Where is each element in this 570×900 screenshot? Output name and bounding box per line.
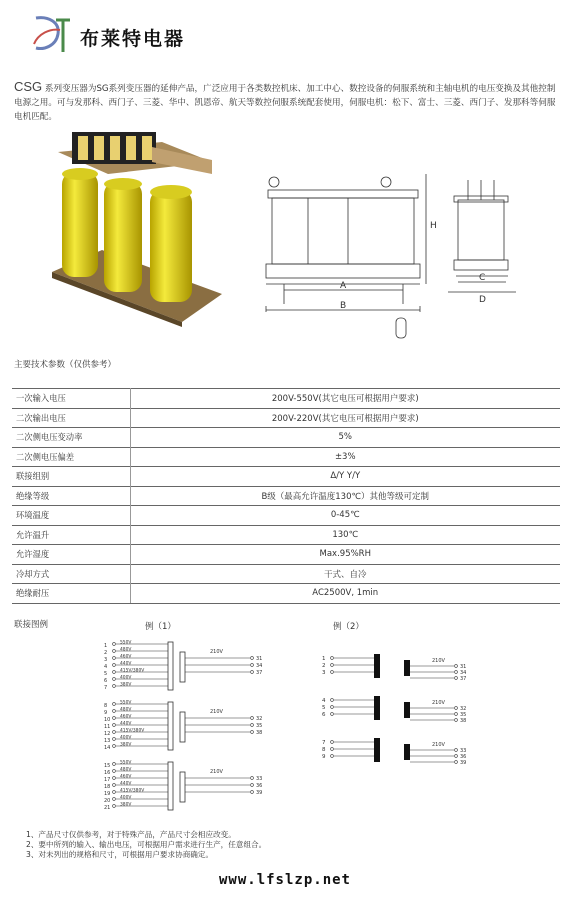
output-pin-label: 35: [460, 712, 467, 718]
spec-row: [12, 408, 560, 428]
terminal-mark: [251, 784, 254, 787]
spec-label: 绝缘耐压: [12, 584, 130, 604]
note-item: 1、产品尺寸仅供参考，对于特殊产品，产品尺寸会相应改变。: [26, 830, 236, 839]
spec-label: 二次侧电压变动率: [12, 428, 130, 448]
spec-row: [12, 545, 560, 565]
output-pin-label: 39: [460, 760, 467, 766]
output-pin-label: 35: [256, 723, 263, 729]
terminal-mark: [331, 664, 334, 667]
pin-label: 6: [322, 712, 326, 718]
secondary-coil: [404, 660, 410, 676]
output-pin-label: 34: [256, 663, 263, 669]
terminal-mark: [113, 650, 116, 653]
pin-label: 14: [104, 745, 111, 751]
pin-label: 11: [104, 724, 111, 730]
pin-label: 16: [104, 770, 111, 776]
pin-label: 1: [322, 656, 326, 662]
terminal-mark: [331, 657, 334, 660]
terminal-mark: [251, 717, 254, 720]
tap-label: 415V/380V: [120, 728, 145, 734]
terminal-mark: [455, 713, 458, 716]
terminal-mark: [331, 755, 334, 758]
output-pin-label: 39: [256, 790, 263, 796]
terminal-mark: [331, 671, 334, 674]
spec-value: 0-45℃: [130, 506, 560, 526]
terminal-mark: [113, 703, 116, 706]
terminal-mark: [455, 665, 458, 668]
output-pin-label: 31: [256, 656, 263, 662]
primary-coil: [374, 738, 380, 762]
terminal-mark: [331, 748, 334, 751]
spec-value: 200V-550V(其它电压可根据用户要求): [130, 389, 560, 409]
spec-value: Max.95%RH: [130, 545, 560, 565]
intro-text: 系列变压器为SG系列变压器的延伸产品，广泛应用于各类数控机床、加工中心、数控设备的伺服系统和主轴电机的电压变换及其他控制电源之用。可与发那科、西门子、三菱、华中、凯恩帝、航天等数控伺服系统配套使用，伺服电机：松下、富士、三菱、西门子、发那科等伺服电机匹配。: [14, 84, 556, 122]
voltage-label: 210V: [432, 700, 445, 706]
tap-label: 400V: [120, 675, 132, 681]
product-intro: [14, 80, 562, 124]
pin-label: 9: [322, 754, 326, 760]
pin-label: 5: [104, 671, 108, 677]
primary-coil: [168, 642, 173, 690]
spec-label: 联接组别: [12, 467, 130, 487]
tap-label: 460V: [120, 654, 132, 660]
output-pin-label: 32: [256, 716, 263, 722]
pin-label: 7: [322, 740, 326, 746]
terminal-mark: [331, 699, 334, 702]
pin-label: 4: [322, 698, 326, 704]
pin-label: 20: [104, 798, 111, 804]
terminal-mark: [113, 643, 116, 646]
spec-label: 二次侧电压偏差: [12, 447, 130, 467]
tap-label: 480V: [120, 767, 132, 773]
terminal-mark: [251, 777, 254, 780]
terminal-mark: [113, 798, 116, 801]
spec-value: 200V-220V(其它电压可根据用户要求): [130, 408, 560, 428]
output-pin-label: 31: [460, 664, 467, 670]
output-pin-label: 38: [256, 730, 263, 736]
tap-label: 460V: [120, 714, 132, 720]
terminal-mark: [113, 731, 116, 734]
voltage-label: 210V: [210, 649, 223, 655]
spec-label: 绝缘等级: [12, 486, 130, 506]
spec-value: 130℃: [130, 525, 560, 545]
spec-value: 5%: [130, 428, 560, 448]
terminal-mark: [455, 755, 458, 758]
terminal-mark: [113, 738, 116, 741]
pin-label: 19: [104, 791, 111, 797]
note-item: 2、要中所列的输入、输出电压，可根据用户需求进行生产，任意组合。: [26, 840, 267, 849]
output-pin-label: 33: [256, 776, 263, 782]
brand-name: 布莱特电器: [80, 28, 186, 50]
pin-label: 3: [104, 657, 108, 663]
tap-label: 440V: [120, 781, 132, 787]
terminal-mark: [113, 717, 116, 720]
pin-label: 8: [322, 747, 326, 753]
output-pin-label: 34: [460, 670, 467, 676]
terminal-mark: [455, 761, 458, 764]
tap-label: 380V: [120, 802, 132, 808]
terminal-mark: [331, 741, 334, 744]
tap-label: 380V: [120, 682, 132, 688]
pin-label: 3: [322, 670, 326, 676]
spec-label: 冷却方式: [12, 564, 130, 584]
spec-row: [12, 428, 560, 448]
note-item: 3、对未列出的规格和尺寸，可根据用户要求协商确定。: [26, 850, 214, 859]
terminal-mark: [113, 678, 116, 681]
pin-label: 18: [104, 784, 111, 790]
terminal-mark: [455, 707, 458, 710]
tap-label: 480V: [120, 647, 132, 653]
spec-row: [12, 447, 560, 467]
output-pin-label: 33: [460, 748, 467, 754]
terminal-mark: [113, 724, 116, 727]
website-link[interactable]: www.lfslzp.net: [218, 872, 351, 888]
tap-label: 550V: [120, 760, 132, 766]
voltage-label: 210V: [432, 658, 445, 664]
spec-row: [12, 564, 560, 584]
pin-label: 12: [104, 731, 111, 737]
terminal-mark: [113, 671, 116, 674]
spec-label: 允许湿度: [12, 545, 130, 565]
spec-value: B级（最高允许温度130℃）其他等级可定制: [130, 486, 560, 506]
dim-h-label: H: [430, 221, 437, 231]
terminal-mark: [113, 805, 116, 808]
secondary-coil: [404, 744, 410, 760]
terminal-mark: [455, 671, 458, 674]
spec-row: [12, 467, 560, 487]
pin-label: 21: [104, 805, 111, 811]
tap-label: 380V: [120, 742, 132, 748]
transformer-photo: [42, 122, 232, 327]
dim-d-label: D: [479, 295, 486, 305]
terminal-mark: [113, 745, 116, 748]
pin-label: 8: [104, 703, 108, 709]
spec-row: [12, 389, 560, 409]
voltage-label: 210V: [210, 709, 223, 715]
spec-row: [12, 584, 560, 604]
terminal-mark: [113, 770, 116, 773]
tap-label: 400V: [120, 795, 132, 801]
terminal-mark: [455, 677, 458, 680]
pin-label: 7: [104, 685, 108, 691]
brand-logo-icon: [30, 14, 74, 56]
secondary-coil: [404, 702, 410, 718]
tap-label: 440V: [120, 721, 132, 727]
spec-table: [12, 388, 560, 604]
terminal-mark: [331, 706, 334, 709]
spec-row: [12, 486, 560, 506]
tap-label: 440V: [120, 661, 132, 667]
primary-coil: [374, 654, 380, 678]
notes: [26, 830, 266, 860]
terminal-mark: [251, 671, 254, 674]
spec-label: 一次输入电压: [12, 389, 130, 409]
terminal-mark: [113, 685, 116, 688]
tap-label: 550V: [120, 640, 132, 646]
spec-label: 允许温升: [12, 525, 130, 545]
dim-c-label: C: [479, 273, 486, 283]
pin-label: 13: [104, 738, 111, 744]
output-pin-label: 37: [256, 670, 263, 676]
output-pin-label: 38: [460, 718, 467, 724]
pin-label: 17: [104, 777, 111, 783]
spec-row: [12, 525, 560, 545]
tap-label: 400V: [120, 735, 132, 741]
spec-row: [12, 506, 560, 526]
pin-label: 2: [322, 663, 326, 669]
secondary-coil: [180, 772, 185, 802]
voltage-label: 210V: [432, 742, 445, 748]
terminal-mark: [113, 777, 116, 780]
secondary-coil: [180, 712, 185, 742]
terminal-mark: [251, 731, 254, 734]
spec-label: 二次输出电压: [12, 408, 130, 428]
pin-label: 1: [104, 643, 108, 649]
pin-label: 2: [104, 650, 108, 656]
spec-value: 干式、自冷: [130, 564, 560, 584]
spec-value: Δ/Y Y/Y: [130, 467, 560, 487]
terminal-mark: [455, 749, 458, 752]
tap-label: 415V/380V: [120, 668, 145, 674]
terminal-mark: [251, 791, 254, 794]
output-pin-label: 32: [460, 706, 467, 712]
params-title: 主要技术参数（仅供参考）: [14, 360, 117, 370]
primary-coil: [374, 696, 380, 720]
output-pin-label: 36: [256, 783, 263, 789]
pin-label: 6: [104, 678, 108, 684]
terminal-mark: [113, 710, 116, 713]
secondary-coil: [180, 652, 185, 682]
terminal-mark: [251, 657, 254, 660]
terminal-mark: [113, 763, 116, 766]
terminal-mark: [113, 791, 116, 794]
tap-label: 415V/380V: [120, 788, 145, 794]
terminal-mark: [251, 724, 254, 727]
terminal-mark: [113, 657, 116, 660]
spec-value: AC2500V, 1min: [130, 584, 560, 604]
example-1-title: 例（1）: [145, 622, 176, 632]
pin-label: 5: [322, 705, 326, 711]
terminal-mark: [455, 719, 458, 722]
dimension-drawing: [258, 160, 538, 350]
primary-coil: [168, 702, 173, 750]
dim-b-label: B: [340, 301, 347, 311]
pin-label: 9: [104, 710, 108, 716]
wiring-title: 联接图例: [14, 620, 49, 630]
terminal-mark: [331, 713, 334, 716]
spec-label: 环境温度: [12, 506, 130, 526]
example-2-title: 例（2）: [333, 622, 364, 632]
tap-label: 480V: [120, 707, 132, 713]
terminal-mark: [251, 664, 254, 667]
pin-label: 15: [104, 763, 111, 769]
model-name: CSG: [14, 79, 43, 94]
voltage-label: 210V: [210, 769, 223, 775]
dim-a-label: A: [340, 281, 347, 291]
output-pin-label: 36: [460, 754, 467, 760]
terminal-mark: [113, 784, 116, 787]
primary-coil: [168, 762, 173, 810]
terminal-mark: [113, 664, 116, 667]
pin-label: 4: [104, 664, 108, 670]
tap-label: 550V: [120, 700, 132, 706]
output-pin-label: 37: [460, 676, 467, 682]
spec-value: ±3%: [130, 447, 560, 467]
wiring-diagram-2: [320, 650, 480, 785]
pin-label: 10: [104, 717, 111, 723]
tap-label: 460V: [120, 774, 132, 780]
wiring-diagram-1: [100, 640, 280, 820]
